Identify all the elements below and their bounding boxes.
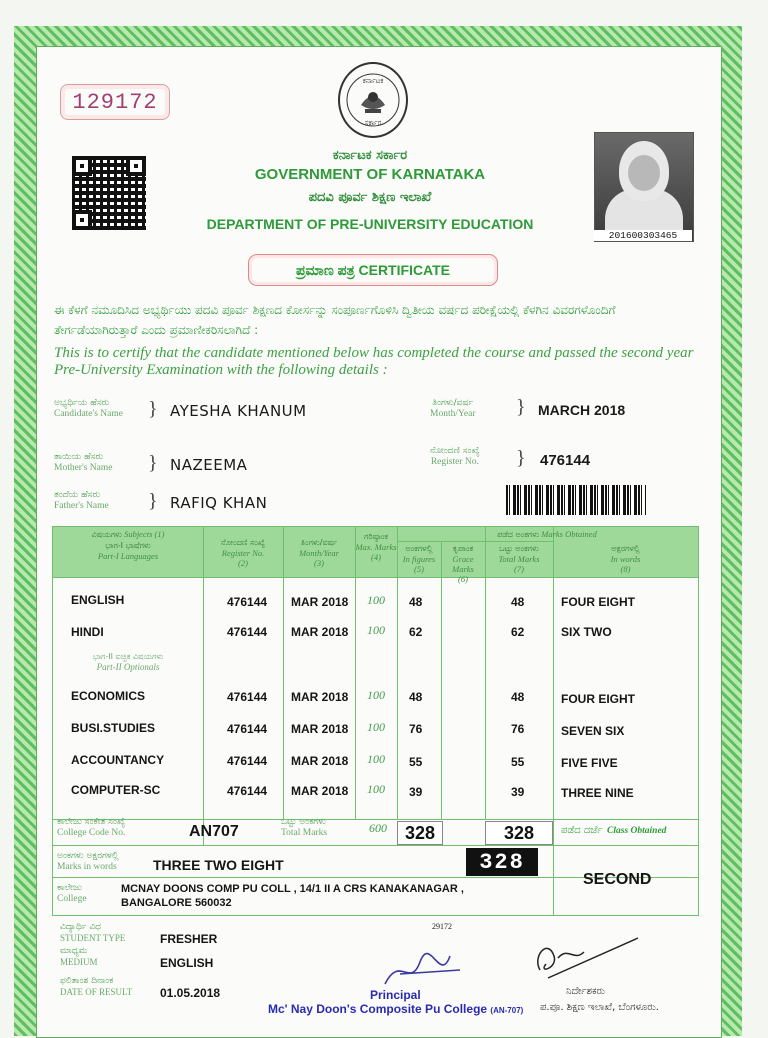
seal-top-text: ಕರ್ನಾಟಕ — [362, 77, 384, 85]
college-address-line2: BANGALORE 560032 — [121, 897, 232, 909]
college-code-label: ಕಾಲೇಜು ಸಂಕೇತ ಸಂಖ್ಯೆ College Code No. — [57, 817, 126, 838]
row-month-year: MAR 2018 — [291, 595, 349, 609]
subject-name: BUSI.STUDIES — [71, 721, 156, 735]
department-name-kannada: ಪದವಿ ಪೂರ್ವ ಶಿಕ್ಷಣ ಇಲಾಖೆ — [308, 190, 432, 205]
header-marks-obtained: ಪಡೆದ ಅಂಕಗಳು Marks Obtained — [497, 529, 597, 539]
candidate-name: AYESHA KHANUM — [170, 402, 307, 420]
brace-icon: } — [148, 398, 158, 420]
barcode-icon — [506, 485, 646, 515]
medium: ENGLISH — [160, 956, 214, 970]
class-obtained: SECOND — [583, 871, 652, 888]
mother-name-label: ತಾಯಿಯ ಹೆಸರು Mother's Name — [54, 452, 113, 473]
principal-label: Principal — [370, 988, 421, 1002]
row-month-year: MAR 2018 — [291, 722, 349, 736]
total-marks-in-words: THREE TWO EIGHT — [153, 857, 284, 873]
row-register-no: 476144 — [227, 784, 268, 798]
father-name: RAFIQ KHAN — [170, 494, 268, 512]
state-name-kannada: ಕರ್ನಾಟಕ ಸರ್ಕಾರ — [332, 148, 408, 163]
row-month-year: MAR 2018 — [291, 754, 349, 768]
row-month-year: MAR 2018 — [291, 625, 349, 639]
register-number-label: ನೋಂದಣಿ ಸಂಖ್ಯೆ Register No. — [430, 446, 480, 467]
college-address-line1: MCNAY DOONS COMP PU COLL , 14/1 II A CRS KANAKANAGAR , — [121, 883, 464, 895]
header-month-year: ತಿಂಗಳು/ವರ್ಷ Month/Year (3) — [299, 538, 339, 568]
register-number: 476144 — [540, 452, 591, 469]
row-register-no: 476144 — [227, 754, 268, 768]
result-date-label: ಫಲಿತಾಂಶ ದಿನಾಂಕ DATE OF RESULT — [60, 976, 133, 997]
row-marks-figures: 62 — [409, 625, 423, 639]
row-marks-figures: 48 — [409, 690, 423, 704]
college-stamp: Mc' Nay Doon's Composite Pu College (AN-707) — [268, 1002, 524, 1016]
row-register-no: 476144 — [227, 625, 268, 639]
subject-name: ACCOUNTANCY — [71, 753, 165, 767]
row-register-no: 476144 — [227, 595, 268, 609]
karnataka-seal-icon — [338, 62, 408, 138]
brace-icon: } — [516, 447, 526, 469]
header-total-marks: ಒಟ್ಟು ಅಂಕಗಳು Total Marks (7) — [498, 544, 540, 574]
row-marks-figures: 76 — [409, 722, 423, 736]
row-max-marks: 100 — [367, 752, 385, 766]
document-small-number: 29172 — [432, 922, 452, 931]
row-marks-words: THREE NINE — [561, 786, 634, 800]
brace-icon: } — [148, 490, 158, 512]
row-total-marks: 48 — [511, 690, 525, 704]
row-marks-figures: 39 — [409, 785, 423, 799]
brace-icon: } — [516, 396, 526, 418]
row-month-year: MAR 2018 — [291, 690, 349, 704]
director-signature-icon — [528, 928, 648, 988]
row-max-marks: 100 — [367, 720, 385, 734]
certificate-title: ಪ್ರಮಾಣ ಪತ್ರ CERTIFICATE — [248, 254, 498, 286]
row-max-marks: 100 — [367, 623, 385, 637]
total-marks-figures: 328 — [397, 821, 443, 845]
row-marks-words: FIVE FIVE — [561, 756, 618, 770]
subject-name: HINDI — [71, 625, 104, 639]
row-max-marks: 100 — [367, 593, 385, 607]
subject-name: COMPUTER-SC — [71, 783, 161, 797]
mother-name: NAZEEMA — [170, 456, 248, 474]
row-total-marks: 48 — [511, 595, 525, 609]
header-max-marks: ಗರಿಷ್ಠಾಂಕ Max. Marks (4) — [355, 532, 397, 562]
row-total-marks: 62 — [511, 625, 525, 639]
state-name: GOVERNMENT OF KARNATAKA — [254, 166, 486, 183]
row-marks-figures: 55 — [409, 755, 423, 769]
row-total-marks: 55 — [511, 755, 525, 769]
exam-month-year: MARCH 2018 — [538, 402, 626, 418]
brace-icon: } — [148, 452, 158, 474]
row-marks-words: SEVEN SIX — [561, 724, 625, 738]
row-register-no: 476144 — [227, 722, 268, 736]
father-name-label: ತಂದೆಯ ಹೆಸರು Father's Name — [54, 490, 109, 511]
marks-table — [52, 526, 699, 916]
student-type-label: ವಿದ್ಯಾರ್ಥಿ ವಿಧ STUDENT TYPE — [60, 922, 126, 943]
total-marks-label: ಒಟ್ಟು ಅಂಕಗಳು Total Marks — [281, 817, 328, 838]
marks-in-words-label: ಅಂಕಗಳು ಅಕ್ಷರಗಳಲ್ಲಿ Marks in words — [57, 851, 119, 872]
row-month-year: MAR 2018 — [291, 784, 349, 798]
row-max-marks: 100 — [367, 782, 385, 796]
header-register-no: ನೋಂದಣಿ ಸಂಖ್ಯೆ Register No. (2) — [220, 538, 266, 568]
row-max-marks: 100 — [367, 688, 385, 702]
row-marks-figures: 48 — [409, 595, 423, 609]
row-marks-words: SIX TWO — [561, 625, 612, 639]
class-obtained-label: ಪಡೆದ ದರ್ಜೆ Class Obtained — [561, 825, 667, 836]
medium-label: ಮಾಧ್ಯಮ MEDIUM — [60, 946, 98, 967]
row-marks-words: FOUR EIGHT — [561, 692, 635, 706]
total-max-marks: 600 — [369, 821, 387, 835]
candidate-name-label: ಅಭ್ಯರ್ಥಿಯ ಹೆಸರು Candidate's Name — [54, 398, 123, 419]
seal-bottom-text: ಸರ್ಕಾರ — [364, 119, 382, 127]
serial-number: 129172 — [60, 84, 170, 120]
candidate-photo — [594, 132, 694, 242]
intro-text-kannada: ಈ ಕೆಳಗೆ ನಮೂದಿಸಿದ ಅಭ್ಯರ್ಥಿಯು ಪದವಿ ಪೂರ್ವ ಶಿಕ್ಷಣದ ಕೋರ್ಸನ್ನು ಸಂಪೂರ್ಣಗೊಳಿಸಿ ದ್ವಿತೀಯ ವರ್ಷದ ಪರೀಕ್ಷೆಯಲ್ಲಿ ಕೆಳಗಿನ ವಿವರಗಳೊಂದಿಗೆ ತೇರ್ಗಡೆಯಾಗಿರುತ್ತಾರೆ ಎಂದು ಪ್ರಮಾಣೀಕರಿಸಲಾಗಿದೆ : — [54, 303, 616, 337]
header-in-figures: ಅಂಕಗಳಲ್ಲಿ In figures (5) — [402, 544, 436, 574]
college-code: AN707 — [189, 823, 239, 840]
director-label: ನಿರ್ದೇಶಕರು — [566, 986, 605, 997]
part2-heading: ಭಾಗ-II ಐಚ್ಛಿಕ ವಿಷಯಗಳು Part-II Optionals — [92, 652, 164, 672]
college-label: ಕಾಲೇಜು College — [57, 883, 87, 904]
director-department: ಪ.ಪೂ. ಶಿಕ್ಷಣ ಇಲಾಖೆ, ಬೆಂಗಳೂರು. — [540, 1002, 659, 1013]
principal-signature-icon — [380, 944, 470, 994]
header-grace-marks: ಕೃಪಾಂಕ Grace Marks (6) — [452, 544, 474, 584]
row-register-no: 476144 — [227, 690, 268, 704]
intro-text: This is to certify that the candidate mentioned below has completed the course and passed the second year Pre-University Examination with the following details : — [54, 345, 694, 378]
header-in-words: ಅಕ್ಷರಗಳಲ್ಲಿ In words (8) — [610, 544, 641, 574]
subject-name: ECONOMICS — [71, 689, 146, 703]
student-type: FRESHER — [160, 932, 218, 946]
total-marks-stamp: 328 — [466, 848, 538, 876]
department-name: DEPARTMENT OF PRE-UNIVERSITY EDUCATION — [206, 216, 534, 232]
photo-id-number: 201600303465 — [594, 230, 692, 241]
total-marks-sum: 328 — [485, 821, 553, 845]
result-date: 01.05.2018 — [160, 986, 221, 1000]
row-marks-words: FOUR EIGHT — [561, 595, 635, 609]
header-subjects: ವಿಷಯಗಳು Subjects (1) ಭಾಗ-I ಭಾಷೆಗಳು Part-I Languages — [91, 529, 165, 561]
qr-code-icon — [72, 156, 146, 230]
month-year-label: ತಿಂಗಳು/ವರ್ಷ Month/Year — [430, 398, 476, 419]
subject-name: ENGLISH — [71, 593, 125, 607]
row-total-marks: 39 — [511, 785, 525, 799]
row-total-marks: 76 — [511, 722, 525, 736]
